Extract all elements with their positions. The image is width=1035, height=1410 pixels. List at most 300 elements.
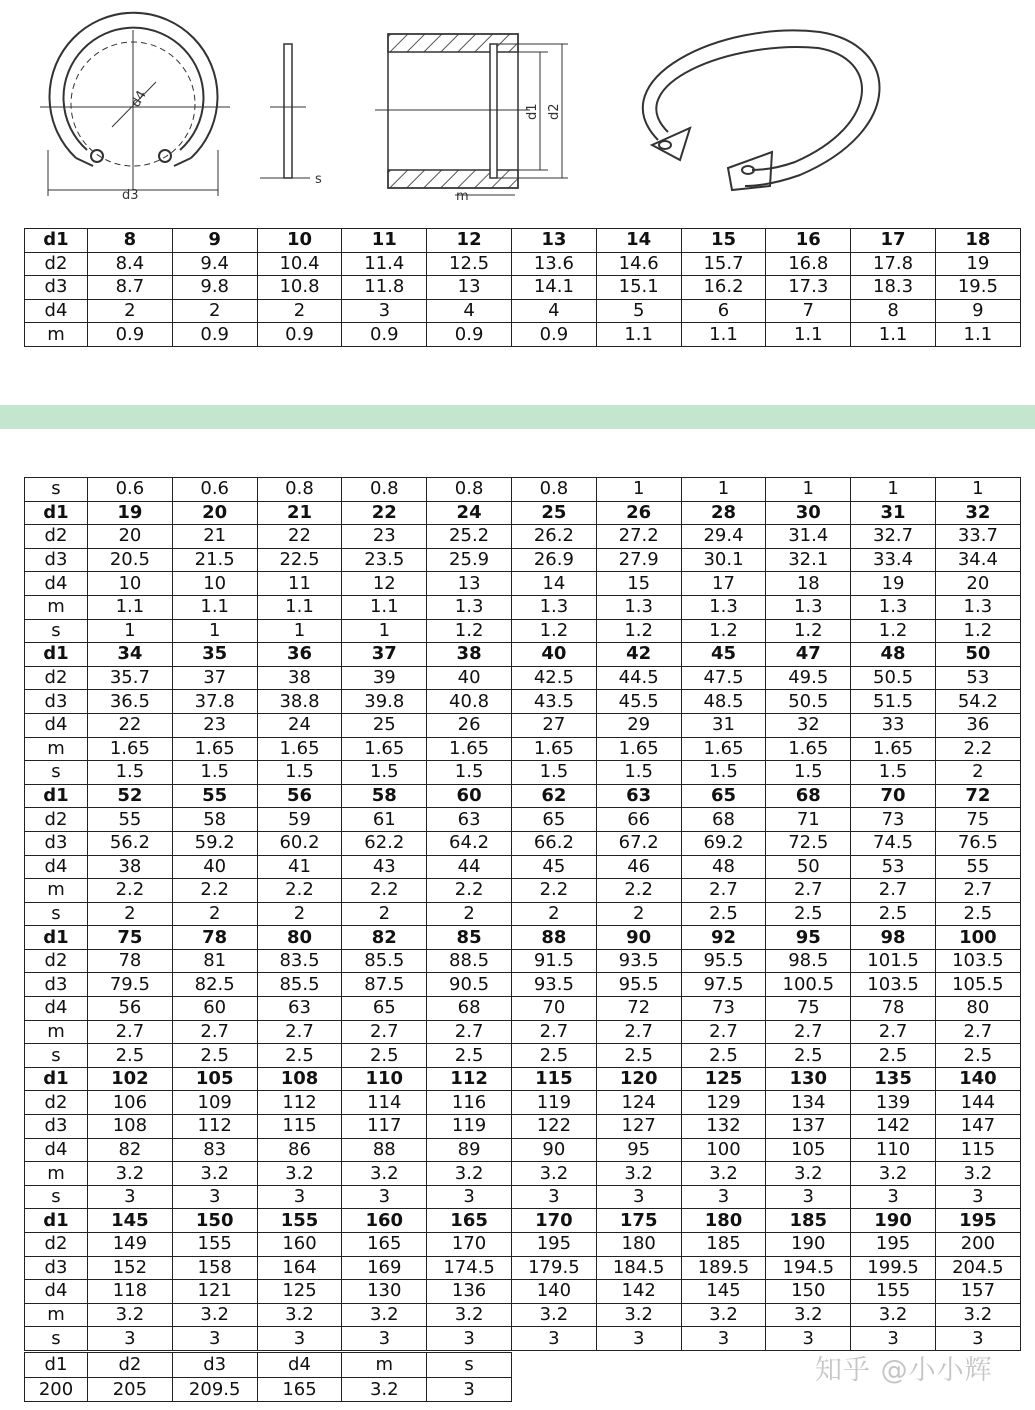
value-cell: 147 <box>935 1115 1020 1139</box>
value-cell: 115 <box>511 1067 596 1091</box>
value-cell: 2.5 <box>342 1044 427 1068</box>
value-cell: 137 <box>766 1115 851 1139</box>
value-cell: 13 <box>427 572 512 596</box>
value-cell: 134 <box>766 1091 851 1115</box>
value-cell: 4 <box>511 299 596 323</box>
value-cell: 8.4 <box>88 252 173 276</box>
value-cell: 10 <box>257 229 342 253</box>
value-cell: 55 <box>935 855 1020 879</box>
value-cell: 90 <box>596 926 681 950</box>
value-cell: 1 <box>257 619 342 643</box>
value-cell: 13.6 <box>511 252 596 276</box>
value-cell: 2.2 <box>511 879 596 903</box>
value-cell: 40 <box>511 643 596 667</box>
value-cell: 48 <box>681 855 766 879</box>
value-cell: 2.2 <box>257 879 342 903</box>
value-cell: 2 <box>342 902 427 926</box>
value-cell: 1.2 <box>766 619 851 643</box>
value-cell: 22 <box>257 525 342 549</box>
row-label-cell: d2 <box>25 666 88 690</box>
value-cell: 2.7 <box>257 1020 342 1044</box>
spec-row-d2 <box>25 1233 1021 1257</box>
row-label-cell: m <box>25 323 88 347</box>
mini-header-cell: d3 <box>172 1353 257 1378</box>
value-cell: 42 <box>596 643 681 667</box>
value-cell: 195 <box>935 1209 1020 1233</box>
value-cell: 157 <box>935 1280 1020 1304</box>
value-cell: 90.5 <box>427 973 512 997</box>
value-cell: 1.1 <box>257 595 342 619</box>
value-cell: 85.5 <box>257 973 342 997</box>
value-cell: 82 <box>88 1138 173 1162</box>
value-cell: 149 <box>88 1233 173 1257</box>
value-cell: 130 <box>766 1067 851 1091</box>
value-cell: 98 <box>851 926 936 950</box>
value-cell: 38 <box>427 643 512 667</box>
value-cell: 55 <box>172 784 257 808</box>
value-cell: 2.7 <box>342 1020 427 1044</box>
value-cell: 1.2 <box>935 619 1020 643</box>
value-cell: 29.4 <box>681 525 766 549</box>
spec-row-d1 <box>25 229 1021 253</box>
row-label-cell: s <box>25 619 88 643</box>
value-cell: 95 <box>766 926 851 950</box>
value-cell: 45.5 <box>596 690 681 714</box>
value-cell: 44.5 <box>596 666 681 690</box>
value-cell: 39 <box>342 666 427 690</box>
value-cell: 50 <box>766 855 851 879</box>
spec-row-d4 <box>25 997 1021 1021</box>
value-cell: 108 <box>88 1115 173 1139</box>
value-cell: 70 <box>851 784 936 808</box>
value-cell: 2.5 <box>596 1044 681 1068</box>
value-cell: 24 <box>427 501 512 525</box>
value-cell: 66 <box>596 808 681 832</box>
value-cell: 142 <box>851 1115 936 1139</box>
value-cell: 1 <box>681 478 766 502</box>
value-cell: 0.8 <box>427 478 512 502</box>
spec-row-m <box>25 323 1021 347</box>
value-cell: 0.6 <box>88 478 173 502</box>
value-cell: 3.2 <box>88 1303 173 1327</box>
value-cell: 40.8 <box>427 690 512 714</box>
value-cell: 19 <box>88 501 173 525</box>
value-cell: 26 <box>427 713 512 737</box>
row-label-cell: d1 <box>25 784 88 808</box>
value-cell: 2.7 <box>427 1020 512 1044</box>
value-cell: 53 <box>851 855 936 879</box>
section-view-d1-label: d1 <box>525 103 540 120</box>
value-cell: 1.2 <box>596 619 681 643</box>
value-cell: 150 <box>172 1209 257 1233</box>
value-cell: 93.5 <box>596 949 681 973</box>
value-cell: 139 <box>851 1091 936 1115</box>
value-cell: 1.1 <box>342 595 427 619</box>
value-cell: 1 <box>88 619 173 643</box>
value-cell: 2 <box>88 299 173 323</box>
value-cell: 0.8 <box>342 478 427 502</box>
value-cell: 56 <box>257 784 342 808</box>
spec-row-m <box>25 595 1021 619</box>
row-label-cell: d1 <box>25 501 88 525</box>
value-cell: 3 <box>681 1327 766 1351</box>
value-cell: 2.7 <box>935 879 1020 903</box>
value-cell: 66.2 <box>511 831 596 855</box>
value-cell: 91.5 <box>511 949 596 973</box>
value-cell: 86 <box>257 1138 342 1162</box>
value-cell: 106 <box>88 1091 173 1115</box>
spec-row-d3 <box>25 831 1021 855</box>
value-cell: 132 <box>681 1115 766 1139</box>
value-cell: 115 <box>257 1115 342 1139</box>
value-cell: 58 <box>342 784 427 808</box>
row-label-cell: d2 <box>25 949 88 973</box>
mini-value-cell: 205 <box>88 1377 173 1402</box>
value-cell: 100.5 <box>766 973 851 997</box>
row-label-cell: d1 <box>25 1209 88 1233</box>
value-cell: 2 <box>172 902 257 926</box>
value-cell: 129 <box>681 1091 766 1115</box>
value-cell: 52 <box>88 784 173 808</box>
value-cell: 155 <box>851 1280 936 1304</box>
mini-header-cell: d4 <box>257 1353 342 1378</box>
value-cell: 3 <box>851 1185 936 1209</box>
value-cell: 24 <box>257 713 342 737</box>
value-cell: 136 <box>427 1280 512 1304</box>
value-cell: 3 <box>172 1185 257 1209</box>
value-cell: 20 <box>172 501 257 525</box>
value-cell: 195 <box>511 1233 596 1257</box>
value-cell: 95 <box>596 1138 681 1162</box>
spec-row-d3 <box>25 690 1021 714</box>
value-cell: 3 <box>681 1185 766 1209</box>
value-cell: 1 <box>766 478 851 502</box>
value-cell: 56 <box>88 997 173 1021</box>
value-cell: 164 <box>257 1256 342 1280</box>
value-cell: 2.7 <box>88 1020 173 1044</box>
value-cell: 73 <box>681 997 766 1021</box>
row-label-cell: m <box>25 737 88 761</box>
value-cell: 1.1 <box>172 595 257 619</box>
value-cell: 10.8 <box>257 276 342 300</box>
value-cell: 1.1 <box>851 323 936 347</box>
value-cell: 3.2 <box>342 1303 427 1327</box>
value-cell: 150 <box>766 1280 851 1304</box>
value-cell: 142 <box>596 1280 681 1304</box>
spec-row-d1 <box>25 501 1021 525</box>
value-cell: 158 <box>172 1256 257 1280</box>
value-cell: 15 <box>596 572 681 596</box>
value-cell: 36.5 <box>88 690 173 714</box>
value-cell: 165 <box>342 1233 427 1257</box>
value-cell: 42.5 <box>511 666 596 690</box>
value-cell: 135 <box>851 1067 936 1091</box>
value-cell: 17 <box>851 229 936 253</box>
value-cell: 105 <box>766 1138 851 1162</box>
value-cell: 95.5 <box>596 973 681 997</box>
spec-row-d4 <box>25 855 1021 879</box>
value-cell: 13 <box>427 276 512 300</box>
value-cell: 102 <box>88 1067 173 1091</box>
value-cell: 3 <box>427 1327 512 1351</box>
value-cell: 130 <box>342 1280 427 1304</box>
value-cell: 110 <box>851 1138 936 1162</box>
value-cell: 2.2 <box>172 879 257 903</box>
value-cell: 85.5 <box>342 949 427 973</box>
value-cell: 2.7 <box>766 879 851 903</box>
green-divider-band <box>0 405 1035 429</box>
value-cell: 0.9 <box>511 323 596 347</box>
front-view-d4-label: d4 <box>128 88 150 110</box>
value-cell: 44 <box>427 855 512 879</box>
watermark-text: 知乎 @小小辉 <box>815 1355 993 1386</box>
value-cell: 4 <box>427 299 512 323</box>
value-cell: 72 <box>935 784 1020 808</box>
value-cell: 11.8 <box>342 276 427 300</box>
value-cell: 2.5 <box>681 1044 766 1068</box>
spec-row-d1 <box>25 1067 1021 1091</box>
value-cell: 180 <box>681 1209 766 1233</box>
spec-row-d2 <box>25 252 1021 276</box>
value-cell: 43 <box>342 855 427 879</box>
row-label-cell: d4 <box>25 299 88 323</box>
value-cell: 1.1 <box>935 323 1020 347</box>
value-cell: 1 <box>342 619 427 643</box>
value-cell: 140 <box>935 1067 1020 1091</box>
value-cell: 22.5 <box>257 548 342 572</box>
value-cell: 1.5 <box>342 761 427 785</box>
value-cell: 152 <box>88 1256 173 1280</box>
value-cell: 45 <box>681 643 766 667</box>
value-cell: 21 <box>257 501 342 525</box>
value-cell: 22 <box>88 713 173 737</box>
value-cell: 3.2 <box>427 1303 512 1327</box>
value-cell: 115 <box>935 1138 1020 1162</box>
value-cell: 2.7 <box>596 1020 681 1044</box>
value-cell: 185 <box>681 1233 766 1257</box>
value-cell: 51.5 <box>851 690 936 714</box>
value-cell: 2.7 <box>766 1020 851 1044</box>
value-cell: 190 <box>766 1233 851 1257</box>
value-cell: 53 <box>935 666 1020 690</box>
spec-row-d4 <box>25 572 1021 596</box>
value-cell: 1.65 <box>766 737 851 761</box>
mini-header-cell: d1 <box>25 1353 88 1378</box>
value-cell: 90 <box>511 1138 596 1162</box>
value-cell: 3 <box>342 1185 427 1209</box>
value-cell: 15.1 <box>596 276 681 300</box>
value-cell: 3.2 <box>172 1162 257 1186</box>
perspective-view <box>643 30 880 190</box>
value-cell: 0.6 <box>172 478 257 502</box>
row-label-cell: d3 <box>25 276 88 300</box>
value-cell: 11 <box>257 572 342 596</box>
value-cell: 119 <box>511 1091 596 1115</box>
value-cell: 2.7 <box>851 879 936 903</box>
value-cell: 16 <box>766 229 851 253</box>
value-cell: 121 <box>172 1280 257 1304</box>
value-cell: 160 <box>257 1233 342 1257</box>
value-cell: 125 <box>257 1280 342 1304</box>
value-cell: 3 <box>851 1327 936 1351</box>
value-cell: 60.2 <box>257 831 342 855</box>
value-cell: 35 <box>172 643 257 667</box>
mini-value-cell: 3.2 <box>342 1377 427 1402</box>
row-label-cell: d1 <box>25 1067 88 1091</box>
value-cell: 25 <box>342 713 427 737</box>
value-cell: 2.2 <box>427 879 512 903</box>
row-label-cell: s <box>25 902 88 926</box>
row-label-cell: d4 <box>25 855 88 879</box>
value-cell: 2.2 <box>935 737 1020 761</box>
spec-row-d4 <box>25 1280 1021 1304</box>
value-cell: 75 <box>88 926 173 950</box>
value-cell: 17 <box>681 572 766 596</box>
value-cell: 25.9 <box>427 548 512 572</box>
value-cell: 85 <box>427 926 512 950</box>
value-cell: 3.2 <box>511 1162 596 1186</box>
value-cell: 1.65 <box>851 737 936 761</box>
spec-row-m <box>25 879 1021 903</box>
value-cell: 64.2 <box>427 831 512 855</box>
value-cell: 2.2 <box>342 879 427 903</box>
spec-row-d2 <box>25 949 1021 973</box>
value-cell: 23 <box>172 713 257 737</box>
value-cell: 31.4 <box>766 525 851 549</box>
value-cell: 18.3 <box>851 276 936 300</box>
value-cell: 1.5 <box>681 761 766 785</box>
value-cell: 48 <box>851 643 936 667</box>
value-cell: 35.7 <box>88 666 173 690</box>
value-cell: 2.7 <box>681 1020 766 1044</box>
value-cell: 32 <box>766 713 851 737</box>
value-cell: 165 <box>427 1209 512 1233</box>
value-cell: 20 <box>935 572 1020 596</box>
value-cell: 2.5 <box>427 1044 512 1068</box>
value-cell: 103.5 <box>851 973 936 997</box>
value-cell: 27 <box>511 713 596 737</box>
value-cell: 32.7 <box>851 525 936 549</box>
row-label-cell: d1 <box>25 643 88 667</box>
value-cell: 0.8 <box>257 478 342 502</box>
value-cell: 63 <box>257 997 342 1021</box>
value-cell: 170 <box>511 1209 596 1233</box>
value-cell: 3.2 <box>511 1303 596 1327</box>
value-cell: 38 <box>88 855 173 879</box>
value-cell: 1.3 <box>596 595 681 619</box>
value-cell: 2.2 <box>596 879 681 903</box>
value-cell: 3.2 <box>766 1162 851 1186</box>
value-cell: 3 <box>935 1185 1020 1209</box>
value-cell: 1.5 <box>88 761 173 785</box>
value-cell: 109 <box>172 1091 257 1115</box>
value-cell: 69.2 <box>681 831 766 855</box>
value-cell: 83.5 <box>257 949 342 973</box>
value-cell: 1.2 <box>511 619 596 643</box>
value-cell: 18 <box>766 572 851 596</box>
value-cell: 1 <box>596 478 681 502</box>
value-cell: 2.5 <box>935 902 1020 926</box>
value-cell: 50 <box>935 643 1020 667</box>
row-label-cell: d2 <box>25 808 88 832</box>
value-cell: 3 <box>511 1327 596 1351</box>
value-cell: 45 <box>511 855 596 879</box>
value-cell: 0.9 <box>172 323 257 347</box>
value-cell: 71 <box>766 808 851 832</box>
row-label-cell: d3 <box>25 973 88 997</box>
value-cell: 170 <box>427 1233 512 1257</box>
spec-row-s <box>25 902 1021 926</box>
value-cell: 2 <box>172 299 257 323</box>
spec-row-m <box>25 1020 1021 1044</box>
value-cell: 3 <box>342 299 427 323</box>
value-cell: 1.1 <box>766 323 851 347</box>
value-cell: 70 <box>511 997 596 1021</box>
value-cell: 95.5 <box>681 949 766 973</box>
spec-row-m <box>25 737 1021 761</box>
size-200-value-row <box>25 1377 512 1402</box>
value-cell: 33.4 <box>851 548 936 572</box>
value-cell: 34.4 <box>935 548 1020 572</box>
value-cell: 1.5 <box>427 761 512 785</box>
value-cell: 82 <box>342 926 427 950</box>
value-cell: 88 <box>342 1138 427 1162</box>
value-cell: 2.7 <box>935 1020 1020 1044</box>
value-cell: 1 <box>935 478 1020 502</box>
value-cell: 1.1 <box>88 595 173 619</box>
value-cell: 68 <box>681 808 766 832</box>
mini-header-cell: m <box>342 1353 427 1378</box>
value-cell: 200 <box>935 1233 1020 1257</box>
value-cell: 2.7 <box>851 1020 936 1044</box>
mini-value-cell: 165 <box>257 1377 342 1402</box>
spec-row-d3 <box>25 1256 1021 1280</box>
value-cell: 114 <box>342 1091 427 1115</box>
value-cell: 18 <box>935 229 1020 253</box>
value-cell: 144 <box>935 1091 1020 1115</box>
value-cell: 19 <box>935 252 1020 276</box>
value-cell: 25 <box>511 501 596 525</box>
value-cell: 30 <box>766 501 851 525</box>
value-cell: 3 <box>596 1185 681 1209</box>
value-cell: 3 <box>342 1327 427 1351</box>
value-cell: 174.5 <box>427 1256 512 1280</box>
value-cell: 2.5 <box>681 902 766 926</box>
value-cell: 112 <box>172 1115 257 1139</box>
value-cell: 1 <box>172 619 257 643</box>
value-cell: 1.5 <box>596 761 681 785</box>
row-label-cell: d3 <box>25 831 88 855</box>
row-label-cell: m <box>25 595 88 619</box>
value-cell: 3.2 <box>596 1303 681 1327</box>
value-cell: 12.5 <box>427 252 512 276</box>
value-cell: 37.8 <box>172 690 257 714</box>
value-cell: 1.65 <box>681 737 766 761</box>
value-cell: 120 <box>596 1067 681 1091</box>
value-cell: 34 <box>88 643 173 667</box>
value-cell: 10 <box>172 572 257 596</box>
value-cell: 2 <box>511 902 596 926</box>
value-cell: 72 <box>596 997 681 1021</box>
value-cell: 30.1 <box>681 548 766 572</box>
value-cell: 3 <box>596 1327 681 1351</box>
value-cell: 56.2 <box>88 831 173 855</box>
value-cell: 63 <box>427 808 512 832</box>
value-cell: 46 <box>596 855 681 879</box>
spec-row-s <box>25 1044 1021 1068</box>
size-200-header-row <box>25 1353 512 1378</box>
value-cell: 2.5 <box>511 1044 596 1068</box>
